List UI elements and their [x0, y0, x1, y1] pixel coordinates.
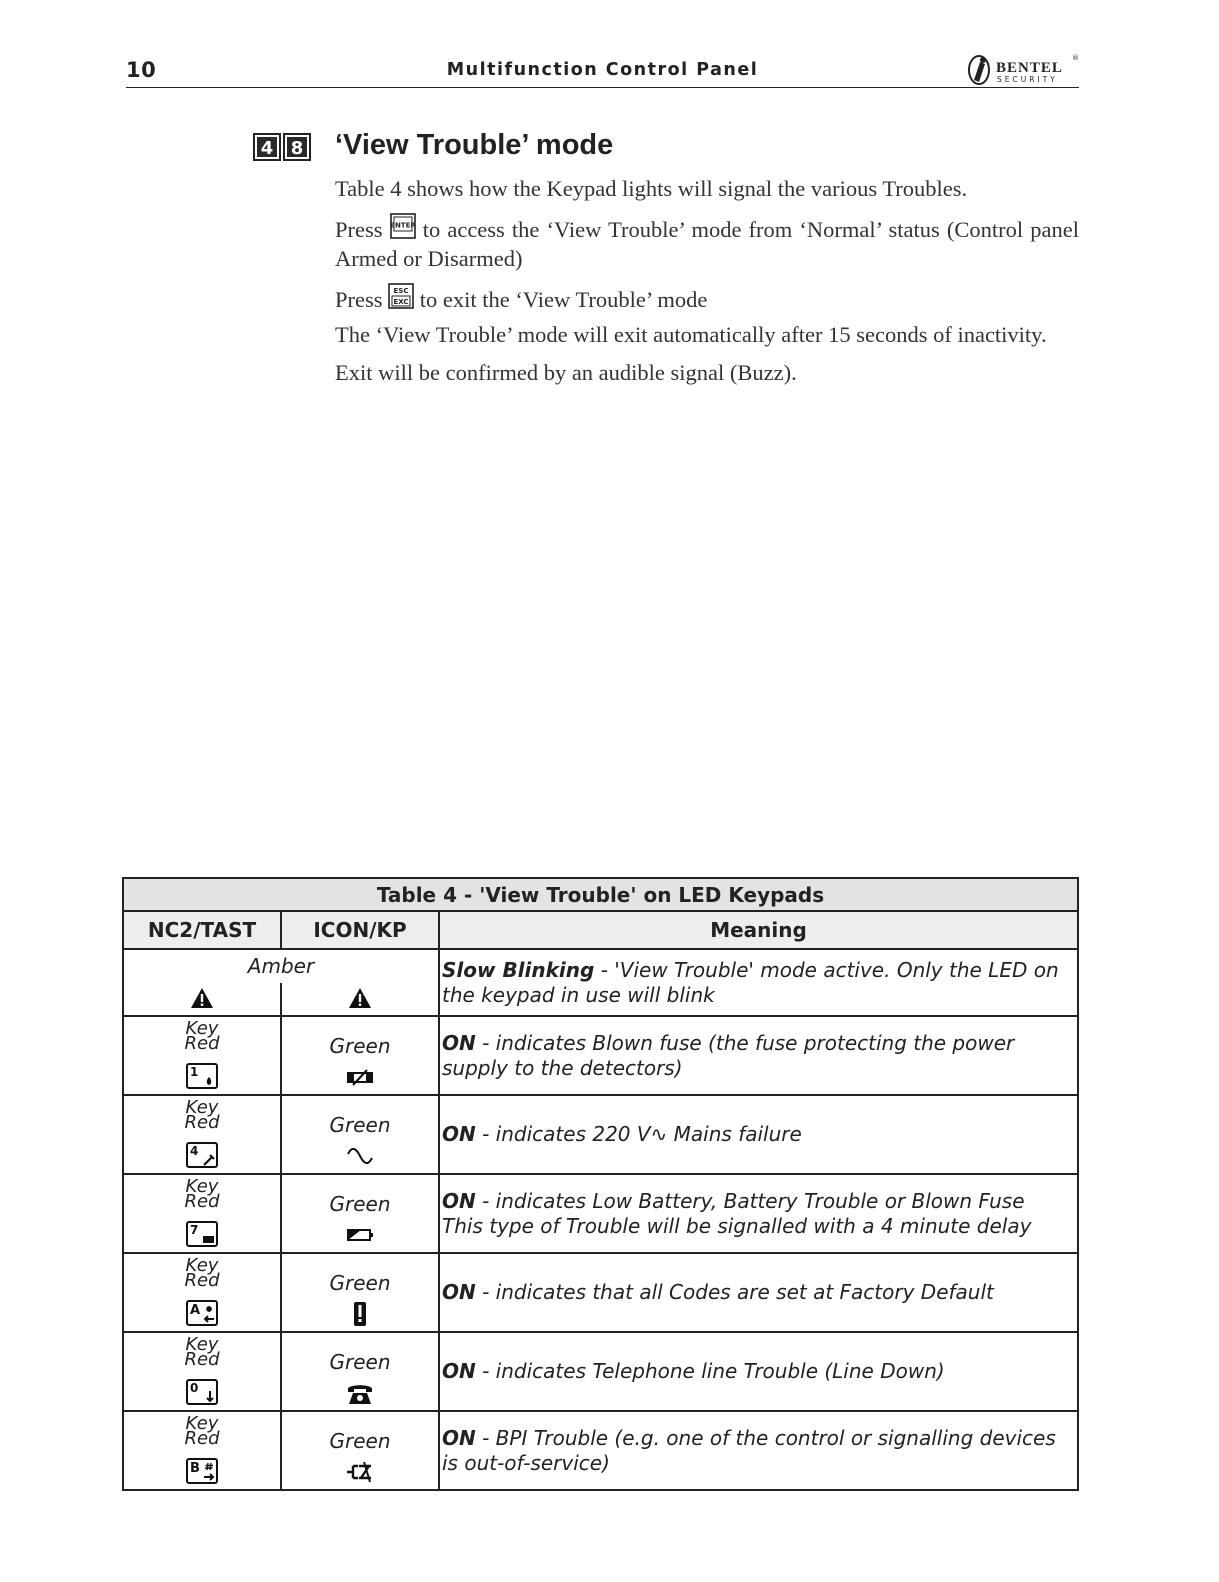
table-row	[123, 1411, 1078, 1490]
key-color: Red	[184, 1191, 220, 1212]
icon-cell	[281, 1253, 439, 1332]
header-icon-kp: ICON/KP	[281, 911, 439, 949]
icon-cell	[281, 1411, 439, 1490]
key-cell	[123, 1411, 281, 1490]
key-char: 4	[190, 1144, 199, 1158]
key-char: A	[190, 1303, 201, 1318]
mains-ac-icon	[345, 1144, 375, 1168]
table-row	[123, 949, 1078, 1016]
battery-icon	[345, 1223, 375, 1247]
keypad-key-icon	[186, 1063, 218, 1089]
amber-label: Amber	[247, 954, 315, 978]
meaning-cell	[439, 1332, 1078, 1411]
key-cell	[123, 1174, 281, 1253]
running-title: Multifunction Control Panel	[446, 60, 759, 80]
led-color: Green	[329, 1113, 391, 1137]
icon-cell	[281, 1016, 439, 1095]
meaning-text: - 'View Trouble' mode active. Only the LED on the keypad in use will blink	[442, 957, 1059, 1007]
meaning-bold: ON	[442, 1280, 476, 1304]
table-row	[123, 1016, 1078, 1095]
fuse-icon	[345, 1065, 375, 1089]
meaning-bold: ON	[442, 1030, 476, 1055]
table-row	[123, 1253, 1078, 1332]
keypad-key-icon	[186, 1221, 218, 1247]
enter-instruction: to access the ‘View Trouble’ mode from ‘Normal’ status (Control panel Armed or Disarmed)	[335, 217, 1079, 271]
led-color: Green	[329, 1271, 391, 1295]
paragraph-table-intro: Table 4 shows how the Keypad lights will signal the various Troubles.	[335, 176, 968, 201]
meaning-text: - BPI Trouble (e.g. one of the control or signalling devices is out-of-service)	[442, 1425, 1056, 1475]
bpi-trouble-icon	[345, 1460, 375, 1484]
cell-divider	[280, 983, 282, 1015]
view-trouble-table	[122, 877, 1079, 1491]
led-color: Green	[329, 1429, 391, 1453]
meaning-bold: ON	[442, 1122, 476, 1146]
led-color: Green	[329, 1192, 391, 1216]
section-digit: 8	[283, 133, 311, 161]
meaning-cell	[439, 1253, 1078, 1332]
press-label: Press	[335, 217, 383, 242]
meaning-cell	[439, 1016, 1078, 1095]
key-label: Key	[185, 1334, 219, 1355]
meaning-bold: ON	[442, 1359, 476, 1383]
paragraph-timeout: The ‘View Trouble’ mode will exit automatically after 15 seconds of inactivity.	[335, 322, 1047, 347]
meaning-text: - indicates that all Codes are set at Factory Default	[475, 1280, 994, 1304]
enter-key-icon	[390, 213, 416, 239]
paragraph-enter	[335, 213, 1079, 273]
key-color: Red	[184, 1270, 220, 1291]
esc-key-icon	[388, 283, 414, 309]
keypad-key-icon	[186, 1142, 218, 1168]
meaning-text: - indicates 220 V∿ Mains failure	[475, 1122, 802, 1146]
section-digit: 4	[253, 133, 281, 161]
key-label: Key	[185, 1176, 219, 1197]
meaning-bold: ON	[442, 1188, 476, 1213]
esc-instruction: to exit the ‘View Trouble’ mode	[414, 287, 708, 312]
meaning-bold: ON	[442, 1425, 476, 1450]
meaning-text: - indicates Low Battery, Battery Trouble or Blown Fuse	[475, 1188, 1025, 1213]
header-nc2-tast: NC2/TAST	[123, 911, 281, 949]
exc-key-label: EXC	[393, 298, 409, 306]
section-number-badge	[253, 133, 311, 161]
keypad-key-icon	[186, 1300, 218, 1326]
key-color: Red	[184, 1112, 220, 1133]
key-label: Key	[185, 1018, 219, 1039]
table-row	[123, 1095, 1078, 1174]
icon-cell	[281, 1174, 439, 1253]
meaning-cell	[439, 1095, 1078, 1174]
meaning-text-line2: This type of Trouble will be signalled with a 4 minute delay	[442, 1213, 1032, 1238]
led-color: Green	[329, 1350, 391, 1374]
amber-cell	[123, 949, 439, 1016]
key-label: Key	[185, 1097, 219, 1118]
key-color: Red	[184, 1349, 220, 1370]
header-rule	[126, 87, 1079, 88]
key-char: 7	[190, 1223, 199, 1237]
key-color: Red	[184, 1428, 220, 1449]
key-label: Key	[185, 1255, 219, 1276]
key-color: Red	[184, 1033, 220, 1054]
table-row	[123, 1332, 1078, 1411]
key-char: 1	[190, 1065, 199, 1079]
paragraph-buzz: Exit will be confirmed by an audible signal (Buzz).	[335, 360, 797, 385]
key-cell	[123, 1095, 281, 1174]
icon-cell	[281, 1332, 439, 1411]
telephone-icon	[345, 1381, 375, 1405]
meaning-cell	[439, 1411, 1078, 1490]
exclamation-icon	[345, 1302, 375, 1326]
logo-text: BENTEL	[996, 60, 1063, 76]
paragraph-esc	[335, 283, 1079, 314]
header-meaning: Meaning	[439, 911, 1078, 949]
warning-triangle-icon	[190, 987, 214, 1009]
meaning-bold: Slow Blinking	[442, 957, 595, 982]
table-caption: Table 4 - 'View Trouble' on LED Keypads	[123, 878, 1078, 911]
keypad-key-icon	[186, 1458, 218, 1484]
key-label: Key	[185, 1413, 219, 1434]
logo-subtext: SECURITY	[997, 75, 1058, 84]
key-char: 0	[190, 1381, 199, 1395]
keypad-key-icon	[186, 1379, 218, 1405]
table-row	[123, 1174, 1078, 1253]
key-cell	[123, 1016, 281, 1095]
icon-cell	[281, 1095, 439, 1174]
key-cell	[123, 1253, 281, 1332]
enter-key-label: ENTER	[389, 221, 416, 230]
meaning-text: - indicates Telephone line Trouble (Line Down)	[475, 1359, 945, 1383]
meaning-cell	[439, 1174, 1078, 1253]
logo-registered: ®	[1072, 54, 1079, 62]
book-icon	[203, 1236, 214, 1243]
led-color: Green	[329, 1034, 391, 1058]
warning-triangle-icon	[348, 987, 372, 1009]
press-label: Press	[335, 287, 383, 312]
esc-key-label: ESC	[393, 287, 409, 295]
page-number: 10	[126, 58, 157, 82]
meaning-cell	[439, 949, 1078, 1016]
section-title: ‘View Trouble’ mode	[335, 129, 614, 161]
key-cell	[123, 1332, 281, 1411]
bentel-logo	[966, 52, 1080, 88]
bentel-person-icon	[969, 56, 989, 84]
key-char: B	[190, 1461, 200, 1476]
meaning-text: - indicates Blown fuse (the fuse protecting the power supply to the detectors)	[442, 1030, 1015, 1080]
